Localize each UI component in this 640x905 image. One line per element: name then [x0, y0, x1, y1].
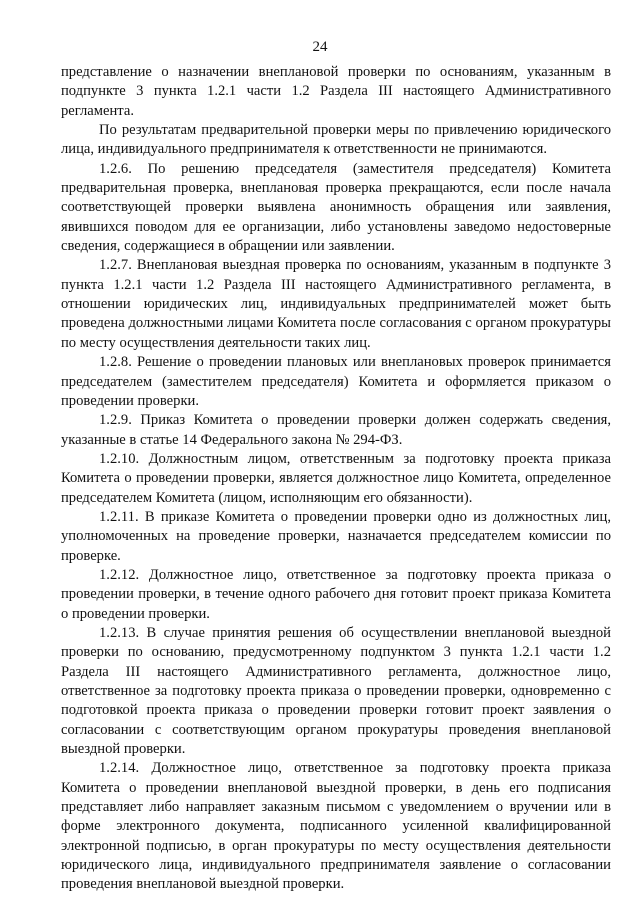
document-body	[61, 63, 611, 895]
paragraph-1-2-11: 1.2.11. В приказе Комитета о проведении проверки одно из должностных лиц, уполномоченных на проведение проверки, назначается председателем комиссии по проверке.	[61, 508, 611, 564]
paragraph-1-2-7: 1.2.7. Внеплановая выездная проверка по основаниям, указанным в подпункте 3 пункта 1.2.1 части 1.2 Раздела III настоящего Административного регламента, в отношении юридических лиц, индивидуальных предпринимателей может быть проведена должностными лицами Комитета после согласования с органом прокуратуры по месту осуществления деятельности таких лиц.	[61, 257, 611, 351]
paragraph-1-2-6: 1.2.6. По решению председателя (заместителя председателя) Комитета предварительная проверка, внеплановая проверка прекращаются, если после начала соответствующей проверки выявлена анонимность обращения или заявления, явившихся поводом для ее организации, либо установлены заведомо недостоверные сведения, содержащиеся в обращении или заявлении.	[61, 160, 611, 255]
paragraph-continuation: представление о назначении внеплановой проверки по основаниям, указанным в подпункте 3 пункта 1.2.1 части 1.2 Раздела III настоящего Административного регламента.	[61, 64, 611, 119]
paragraph-1-2-8: 1.2.8. Решение о проведении плановых или внеплановых проверок принимается председателем (заместителем председателя) Комитета и оформляется приказом о проведении проверки.	[61, 354, 611, 409]
paragraph-1-2-12: 1.2.12. Должностное лицо, ответственное за подготовку проекта приказа о проведении проверки, в течение одного рабочего дня готовит проект приказа Комитета о проведении проверки.	[61, 566, 611, 622]
paragraph-1-2-10: 1.2.10. Должностным лицом, ответственным за подготовку проекта приказа Комитета о проведении проверки, является должностное лицо Комитета, определенное председателем Комитета (лицом, исполняющим его обязанности).	[61, 450, 611, 506]
paragraph-preliminary-check-result: По результатам предварительной проверки меры по привлечению юридического лица, индивидуального предпринимателя к ответственности не принимаются.	[61, 122, 611, 158]
paragraph-1-2-14: 1.2.14. Должностное лицо, ответственное за подготовку проекта приказа Комитета о проведении внеплановой выездной проверки, в день его подписания представляет либо направляет заказным письмом с уведомлением о вручении или в форме электронного документа, подписанного усиленной квалифицированной электронной подписью, в орган прокуратуры по месту осуществления деятельности юридического лица, индивидуального предпринимателя заявление о согласовании проведения внеплановой выездной проверки.	[61, 760, 611, 893]
paragraph-1-2-9: 1.2.9. Приказ Комитета о проведении проверки должен содержать сведения, указанные в статье 14 Федерального закона № 294-ФЗ.	[61, 412, 611, 448]
paragraph-1-2-13: 1.2.13. В случае принятия решения об осуществлении внеплановой выездной проверки по основанию, предусмотренному подпунктом 3 пункта 1.2.1 части 1.2 Раздела III настоящего Административного регламента, должностное лицо, ответственное за подготовку проекта приказа о проведении проверки, одновременно с подготовкой проекта приказа о проведении проверки готовит проект заявления о согласовании с соответствующим органом прокуратуры проведения внеплановой выездной проверки.	[61, 624, 611, 758]
page-number: 24	[312, 39, 328, 55]
